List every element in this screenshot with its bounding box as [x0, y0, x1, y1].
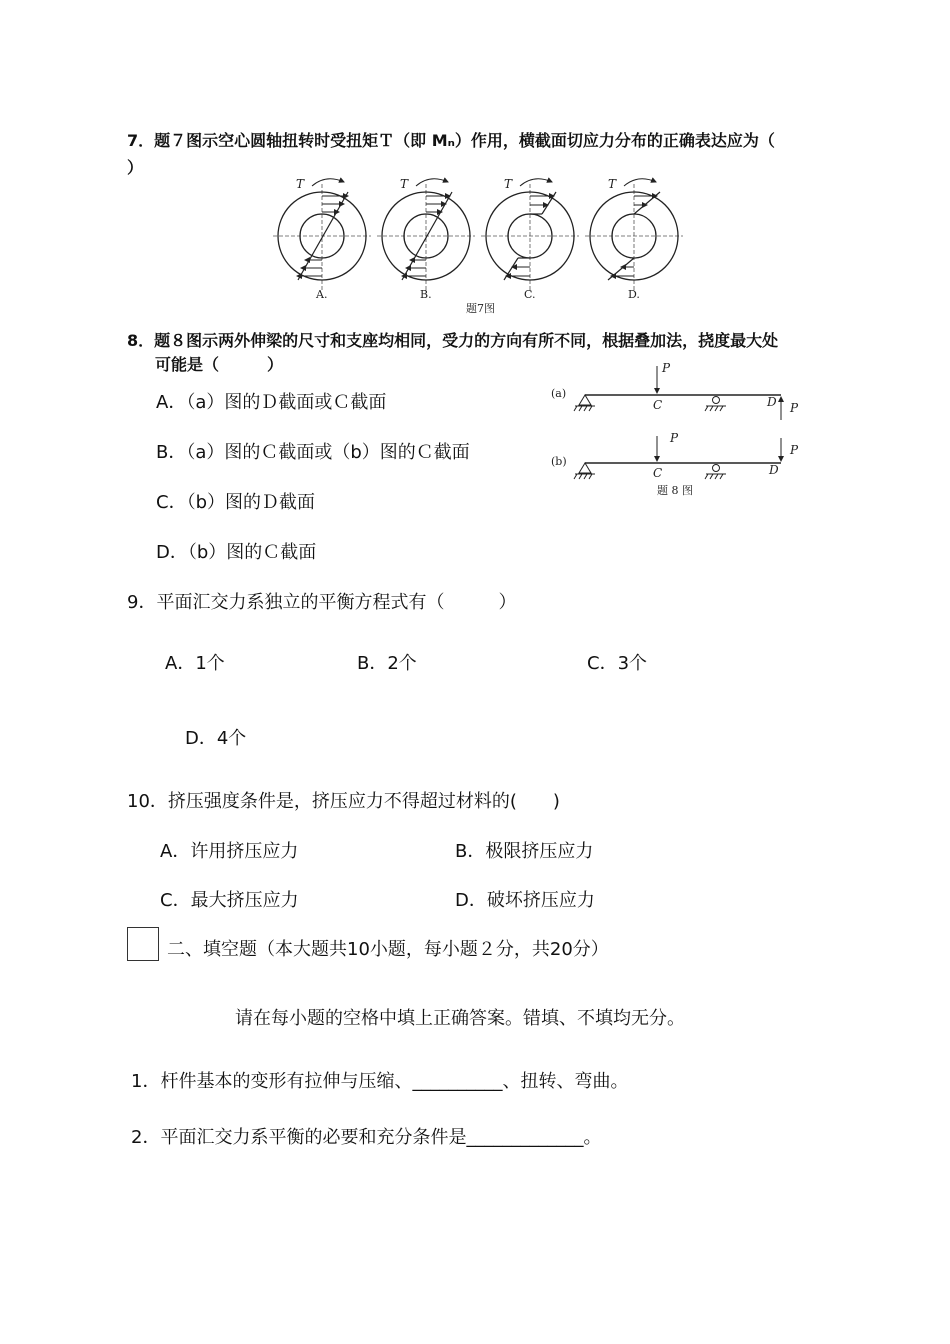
q7-torque-label-c: T — [504, 177, 513, 191]
q7-figure-b — [377, 177, 475, 301]
q8-b-load-d-label: P — [790, 443, 799, 457]
q9-option-d: D．4个 — [185, 728, 247, 749]
q7-stem-line1: 7．题７图示空心圆轴扭转时受扭矩Ｔ（即 Mₙ）作用，横截面切应力分布的正确表达应为（ — [127, 131, 775, 150]
q10-option-b: B．极限挤压应力 — [455, 841, 594, 862]
q7-torque-label-b: T — [400, 177, 409, 191]
q7-figure-c — [481, 177, 579, 301]
q7-option-c: C. — [524, 288, 536, 301]
q7-torque-label-a: T — [296, 177, 305, 191]
q9-option-c: C．3个 — [587, 653, 648, 674]
q10-option-c: C．最大挤压应力 — [160, 890, 299, 911]
fill-q1: 1．杆件基本的变形有拉伸与压缩、__________、扭转、弯曲。 — [131, 1071, 629, 1092]
q8-a-c-label: C — [653, 398, 663, 412]
q7-stem-line2: ） — [127, 158, 144, 177]
q7-option-d: D. — [628, 288, 640, 301]
q8-b-load-c-label: P — [670, 431, 679, 445]
q7-option-a: A. — [316, 288, 328, 301]
q10-stem: 10．挤压强度条件是，挤压应力不得超过材料的( ) — [127, 791, 560, 812]
q8-a-load-c-label: P — [662, 361, 671, 375]
q9-stem: 9．平面汇交力系独立的平衡方程式有（ ） — [127, 592, 517, 613]
q8-option-d: D．（b）图的Ｃ截面 — [156, 542, 317, 563]
q7-torque-label-d: T — [608, 177, 617, 191]
fill-q2: 2．平面汇交力系平衡的必要和充分条件是_____________。 — [131, 1127, 602, 1148]
q7-option-b: B. — [420, 288, 432, 301]
q8-stem-line2: 可能是（ ） — [155, 355, 284, 374]
q8-stem-line1: 8．题８图示两外伸梁的尺寸和支座均相同，受力的方向有所不同，根据叠加法，挠度最大处 — [127, 331, 779, 350]
q9-option-a: A．1个 — [165, 653, 225, 674]
q8-caption: 题 8 图 — [657, 484, 693, 497]
q8-beam-b — [551, 431, 799, 480]
q8-figure — [545, 360, 805, 500]
section2-heading: 二、填空题（本大题共10小题，每小题２分，共20分） — [167, 939, 609, 960]
q8-label-b: (b) — [551, 455, 567, 468]
q7-caption: 题7图 — [466, 302, 495, 315]
q8-a-load-d-label: P — [790, 401, 799, 415]
q9-option-b: B．2个 — [357, 653, 417, 674]
q8-beam-a — [551, 361, 799, 420]
q8-a-d-label: D — [767, 395, 777, 409]
q7-figure-d — [585, 177, 683, 301]
section2-instruction: 请在每小题的空格中填上正确答案。错填、不填均无分。 — [235, 1008, 685, 1029]
q10-option-a: A．许用挤压应力 — [160, 841, 299, 862]
q10-option-d: D．破坏挤压应力 — [455, 890, 595, 911]
q8-option-c: C．（b）图的Ｄ截面 — [156, 492, 315, 513]
score-box — [127, 927, 159, 961]
q8-b-c-label: C — [653, 466, 663, 480]
q8-b-d-label: D — [769, 463, 779, 477]
q8-label-a: (a) — [551, 387, 567, 400]
q7-figure — [268, 172, 688, 322]
q8-option-a: A．（a）图的Ｄ截面或Ｃ截面 — [156, 392, 387, 413]
q8-option-b: B．（a）图的Ｃ截面或（b）图的Ｃ截面 — [156, 442, 470, 463]
q7-figure-a — [273, 177, 371, 301]
